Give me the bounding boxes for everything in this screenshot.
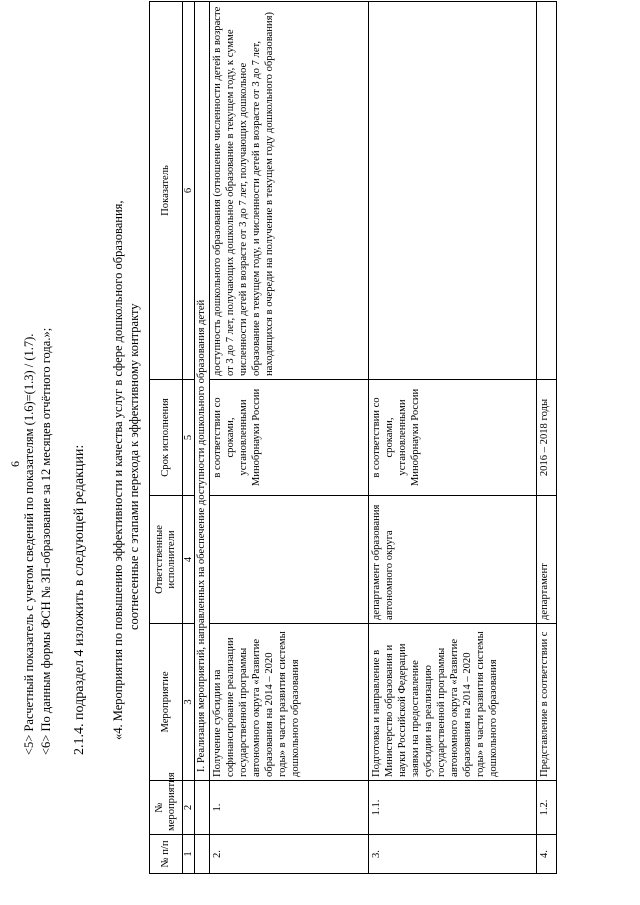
table-title-line-1: «4. Мероприятия по повышению эффективности и качества услуг в сфере дошкольного образования, (111, 200, 125, 740)
cell-measure: Получение субсидии на софинансирование реализации государственной программы автономного округа «Развитие образования на 2014 – 2020 годы» в части развития системы дошкольного образования (210, 624, 369, 781)
section-row (195, 2, 210, 874)
column-number: 2 (183, 781, 195, 835)
cell-deadline: в соответствии со сроками, установленными Минобрнауки России (210, 380, 369, 496)
cell-npp: 4. (537, 835, 557, 874)
cell-executors: департамент образования автономного округа (369, 496, 537, 624)
footnote-5: <5> Расчетный показатель с учетом сведений по показателям (1.6)=(1.3) / (1.7). (22, 333, 36, 755)
column-number: 5 (183, 380, 195, 496)
subsection-instruction: 2.1.4. подраздел 4 изложить в следующей редакции: (72, 444, 87, 755)
column-number: 3 (183, 624, 195, 781)
cell-executors: департамент (537, 496, 557, 624)
header-measure-number: № мероприятия (150, 781, 183, 835)
cell-measure-number: 1.1. (369, 781, 537, 835)
header-npp: № п/п (150, 835, 183, 874)
cell-indicator: доступность дошкольного образования (отношение численности детей в возрасте от 3 до 7 лет, получающих дошкольное образование в текущем году, к сумме численности детей в возрасте от 3 до 7 лет, получающих дошкольное образование в текущем году, и численности детей в возрасте от 3 до 7 лет, находящихся в очереди на получение в текущем году дошкольного образования) (210, 2, 369, 380)
header-indicator: Показатель (150, 2, 183, 380)
cell-measure: Представление в соответствии с (537, 624, 557, 781)
cell-measure: Подготовка и направление в Министерство образования и науки Российской Федерации заявки на предоставление субсидии на реализацию государственной программы автономного округа «Развитие образования на 2014 – 2020 годы» в части развития системы дошкольного образования (369, 624, 537, 781)
measures-table (149, 1, 557, 874)
header-measure: Мероприятие (150, 624, 183, 781)
footnote-6: <6> По данным формы ФСН № ЗП-образование за 12 месяцев отчётного года.»; (39, 327, 53, 755)
column-number-row (183, 2, 195, 874)
cell-deadline: в соответствии со сроками, установленными Минобрнауки России (369, 380, 537, 496)
table-header-row (150, 2, 183, 874)
cell-deadline: 2016 – 2018 годы (537, 380, 557, 496)
header-executors: Ответственные исполнители (150, 496, 183, 624)
cell-executors (210, 496, 369, 624)
table-row (210, 2, 369, 874)
table-row (369, 2, 537, 874)
section-title: I. Реализация мероприятий, направленных на обеспечение доступности дошкольного образования детей (195, 2, 210, 781)
cell-npp: 3. (369, 835, 537, 874)
table-row (537, 2, 557, 874)
cell-npp: 2. (210, 835, 369, 874)
column-number: 1 (183, 835, 195, 874)
column-number: 4 (183, 496, 195, 624)
table-title-line-2: соотнесенные с этапами перехода к эффективному контракту (127, 303, 141, 630)
column-number: 6 (183, 2, 195, 380)
cell-measure-number: 1.2. (537, 781, 557, 835)
cell-measure-number: 1. (210, 781, 369, 835)
cell-indicator (537, 2, 557, 380)
header-deadline: Срок исполнения (150, 380, 183, 496)
cell-indicator (369, 2, 537, 380)
page-number: 6 (8, 461, 22, 467)
